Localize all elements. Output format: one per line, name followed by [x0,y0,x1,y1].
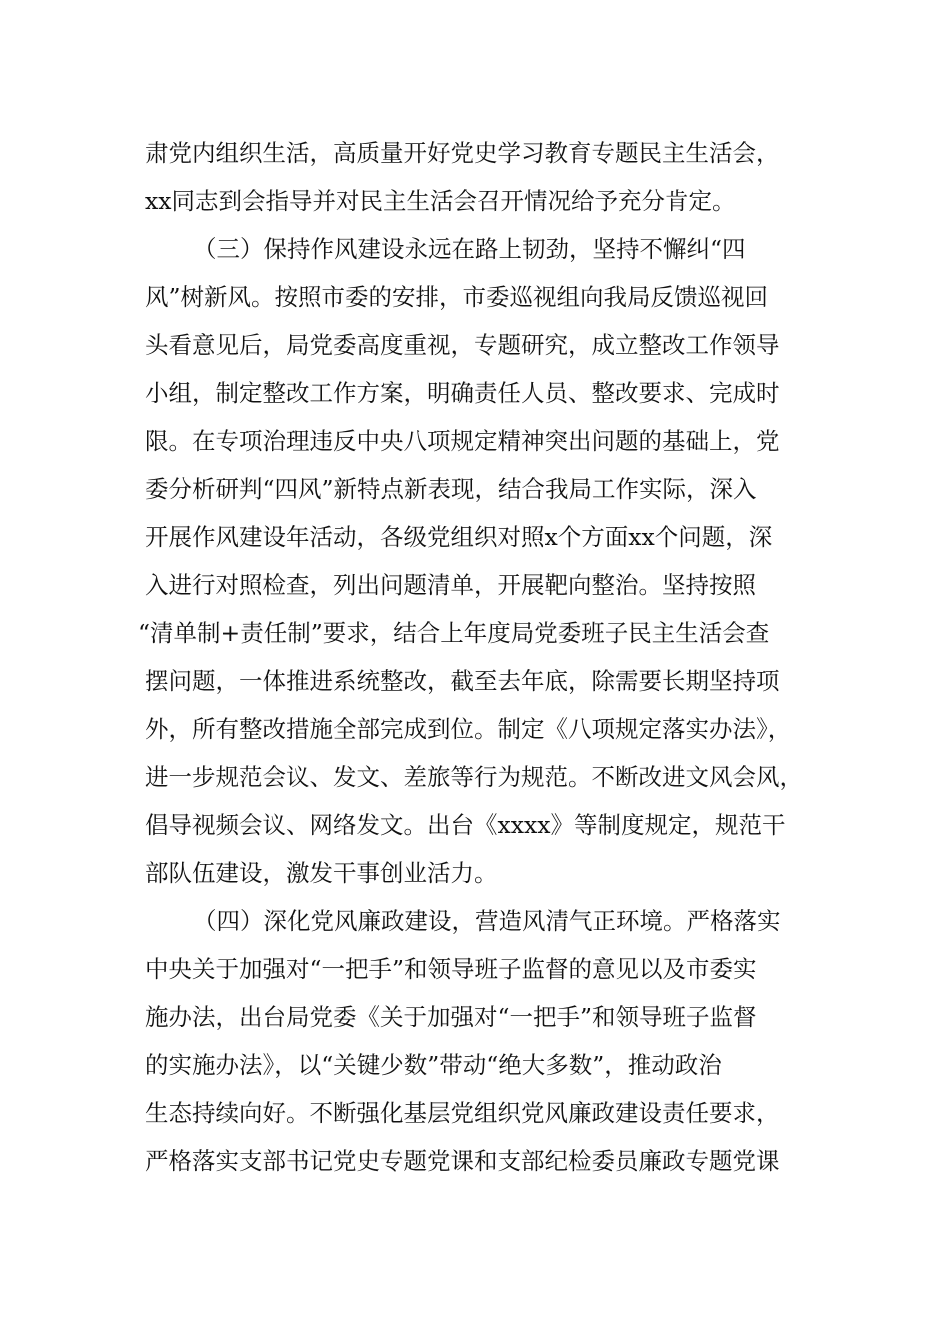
section-heading-line: （四）深化党风廉政建设，营造风清气正环境。严格落实 [193,907,781,935]
section-heading-line: （三）保持作风建设永远在路上韧劲，坚持不懈纠“四 [193,235,746,263]
text-line: 施办法，出台局党委《关于加强对“一把手”和领导班子监督 [145,1003,757,1031]
text-line: 委分析研判“四风”新特点新表现，结合我局工作实际，深入 [145,475,757,503]
text-line: 中央关于加强对“一把手”和领导班子监督的意见以及市委实 [145,955,757,983]
text-line: 头看意见后，局党委高度重视，专题研究，成立整改工作领导 [145,331,780,359]
text-line: 限。在专项治理违反中央八项规定精神突出问题的基础上，党 [145,427,780,455]
text-line: “清单制+责任制”要求，结合上年度局党委班子民主生活会查 [138,619,770,647]
text-line: 部队伍建设，激发干事创业活力。 [145,859,498,887]
text-line: 进一步规范会议、发文、差旅等行为规范。不断改进文风会风， [145,763,803,791]
text-line: 肃党内组织生活，高质量开好党史学习教育专题民主生活会， [145,139,780,167]
text-line: 倡导视频会议、网络发文。出台《xxxx》等制度规定，规范干 [145,811,786,839]
text-line: 风”树新风。按照市委的安排，市委巡视组向我局反馈巡视回 [145,283,769,311]
text-line: 的实施办法》，以“关键少数”带动“绝大多数”，推动政治 [145,1051,722,1079]
text-line: 外，所有整改措施全部完成到位。制定《八项规定落实办法》， [145,715,792,743]
text-line: xx同志到会指导并对民主生活会召开情况给予充分肯定。 [145,187,736,215]
text-line: 严格落实支部书记党史专题党课和支部纪检委员廉政专题党课 [145,1147,780,1175]
text-line: 小组，制定整改工作方案，明确责任人员、整改要求、完成时 [145,379,780,407]
text-line: 开展作风建设年活动，各级党组织对照x个方面xx个问题，深 [145,523,773,551]
text-line: 生态持续向好。不断强化基层党组织党风廉政建设责任要求， [145,1099,780,1127]
text-line: 入进行对照检查，列出问题清单，开展靶向整治。坚持按照 [145,571,756,599]
text-line: 摆问题，一体推进系统整改，截至去年底，除需要长期坚持项 [145,667,780,695]
